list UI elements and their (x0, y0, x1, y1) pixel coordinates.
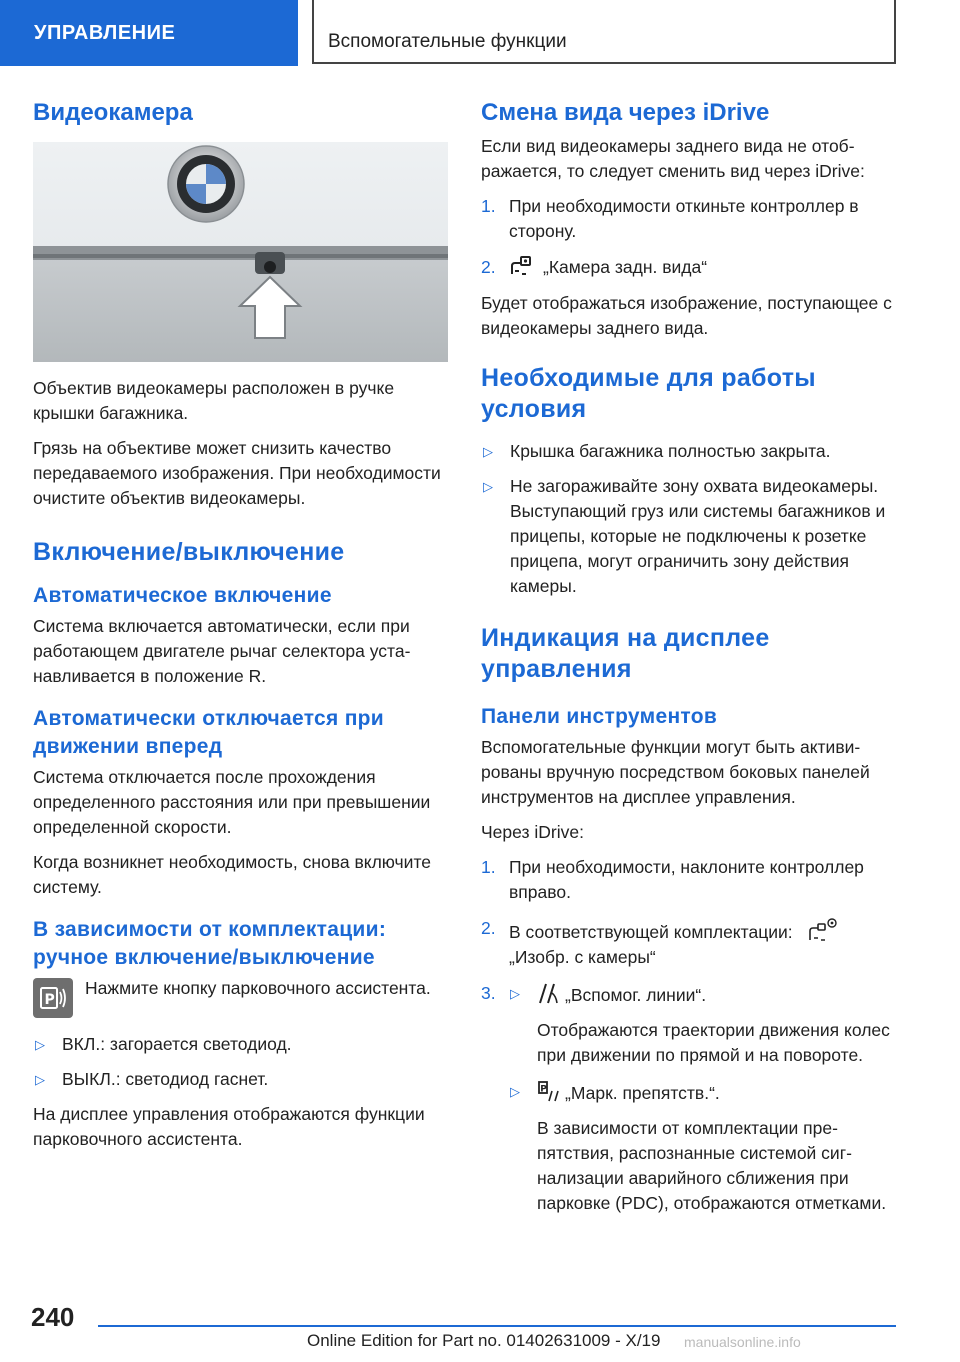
onoff-heading: Включение/выключение (33, 538, 345, 566)
indication-heading: Индикация на дисплее управления (481, 624, 770, 683)
auto-off-heading: Автоматически отключается при движении вперед (33, 707, 385, 758)
page-header (0, 0, 960, 66)
list-item: ▷ „Вспомог. линии“. Отображаются траектории движения колес при движении по прямой и на повороте. (509, 981, 899, 1068)
display-note: На дисплее управления отображаются функции парковочного ассистента. (33, 1104, 425, 1149)
idrive-result: Будет отображаться изображение, поступающее с видеокамеры заднего вида. (481, 293, 892, 338)
idrive-heading: Смена вида через iDrive (481, 99, 770, 126)
auto-on-text: Система включается автоматически, если при работающем двигателе рычаг селектора устанавливается в положение R. (33, 616, 411, 686)
list-item: ▷ P „Марк. препятств.“. В зависимости от комплектации препятствия, распознанные системой сигнализации аварийного сближения при парковке (PDC), отображаются отметками. (509, 1079, 899, 1216)
toolbar-steps (481, 855, 899, 1216)
svg-text:P: P (540, 1084, 547, 1095)
idrive-steps (481, 194, 899, 280)
toolbar-heading: Панели инструментов (481, 705, 718, 728)
obstacle-marking-desc: В зависимости от комплектации препятствия, распознанные системой сигнализации аварийного сближения при парковке (PDC), отображаются отметками. (537, 1118, 887, 1213)
left-column (33, 98, 448, 1162)
edition-text: Online Edition for Part no. 01402631009 - X/19 (307, 1331, 661, 1350)
led-state-list (33, 1032, 448, 1092)
right-column (481, 98, 899, 1227)
guide-lines-icon (537, 981, 559, 1005)
rear-camera-photo (33, 142, 448, 362)
auto-on-heading: Автоматическое включение (33, 584, 332, 607)
conditions-list (481, 439, 899, 599)
list-item: ▷ ВКЛ.: загорается светодиод. (33, 1032, 448, 1057)
chapter-title: Вспомогательные функции (312, 0, 896, 64)
footer-divider (98, 1325, 896, 1327)
list-item: ▷ Не загораживайте зону охвата видеокамеры. Выступающий груз или системы багажников и прицепы, которые не подключены к розетке прицепа, могут ограничить зону действия камеры. (483, 476, 886, 596)
idrive-text: Если вид видеокамеры заднего вида не отображается, то следует сменить вид через iDrive: (481, 136, 865, 181)
dirt-note: Грязь на объективе может снизить качество передаваемого изображения. При необходимости очистите объектив видеокамеры. (33, 438, 441, 508)
park-assist-button-icon (33, 978, 73, 1018)
rear-camera-icon (509, 255, 537, 277)
camera-heading: Видеокамера (33, 99, 193, 126)
obstacle-marking-icon (537, 1079, 559, 1103)
list-item: ▷ ВЫКЛ.: светодиод гаснет. (33, 1067, 448, 1092)
section-tab: УПРАВЛЕНИЕ (0, 0, 298, 66)
svg-text:P: P (44, 992, 55, 1008)
bullet-triangle-icon: ▷ (483, 444, 493, 459)
park-assist-button-text: Нажмите кнопку парковочного ассистента. (85, 978, 431, 998)
bullet-triangle-icon: ▷ (483, 479, 493, 494)
list-item: 1. При необходимости, наклоните контроллер вправо. (481, 857, 864, 902)
watermark: manualsonline.info (684, 1334, 801, 1350)
park-assist-button-row (33, 978, 448, 1018)
bullet-triangle-icon: ▷ (35, 1072, 45, 1087)
reenable-text: Когда возникнет необходимость, снова включите систему. (33, 852, 431, 897)
list-item: 2. В соответствующей комплектации: „Изобр. с камеры“ (481, 916, 899, 970)
camera-settings-icon (806, 916, 840, 942)
page-number: 240 (31, 1302, 75, 1332)
camera-location-text: Объектив видеокамеры расположен в ручке крышки багажника. (33, 378, 395, 423)
auto-off-text: Система отключается после прохождения определенного расстояния или при превышении определенной скорости. (33, 767, 431, 837)
via-idrive: Через iDrive: (481, 822, 584, 842)
list-item: 2. „Камера задн. вида“ (481, 257, 708, 277)
camera-options-list (509, 981, 899, 1216)
list-item: 1. При необходимости откиньте контроллер в сторону. (481, 196, 859, 241)
bullet-triangle-icon: ▷ (510, 986, 520, 1001)
toolbar-text: Вспомогательные функции могут быть активированы вручную посредством боковых панелей инструментов на дисплее управления. (481, 737, 870, 807)
manual-heading: В зависимости от комплектации: ручное включение/выключение (33, 918, 387, 969)
bullet-triangle-icon: ▷ (35, 1037, 45, 1052)
guide-lines-desc: Отображаются траектории движения колес при движении по прямой и на повороте. (537, 1020, 890, 1065)
bullet-triangle-icon: ▷ (510, 1084, 520, 1099)
conditions-heading: Необходимые для работы условия (481, 364, 816, 423)
list-item: 3. ▷ „Вспомог. линии“. Отображаются траектории движения колес при движении по прямой и на повороте. ▷ P „Марк. препятств.“. В зависимости от комплектации препятствия, распознанные системой сигнализации аварийного сближения при парковке (PDC), отображаются отметками. (481, 981, 899, 1216)
list-item: ▷ Крышка багажника полностью закрыта. (481, 439, 899, 464)
